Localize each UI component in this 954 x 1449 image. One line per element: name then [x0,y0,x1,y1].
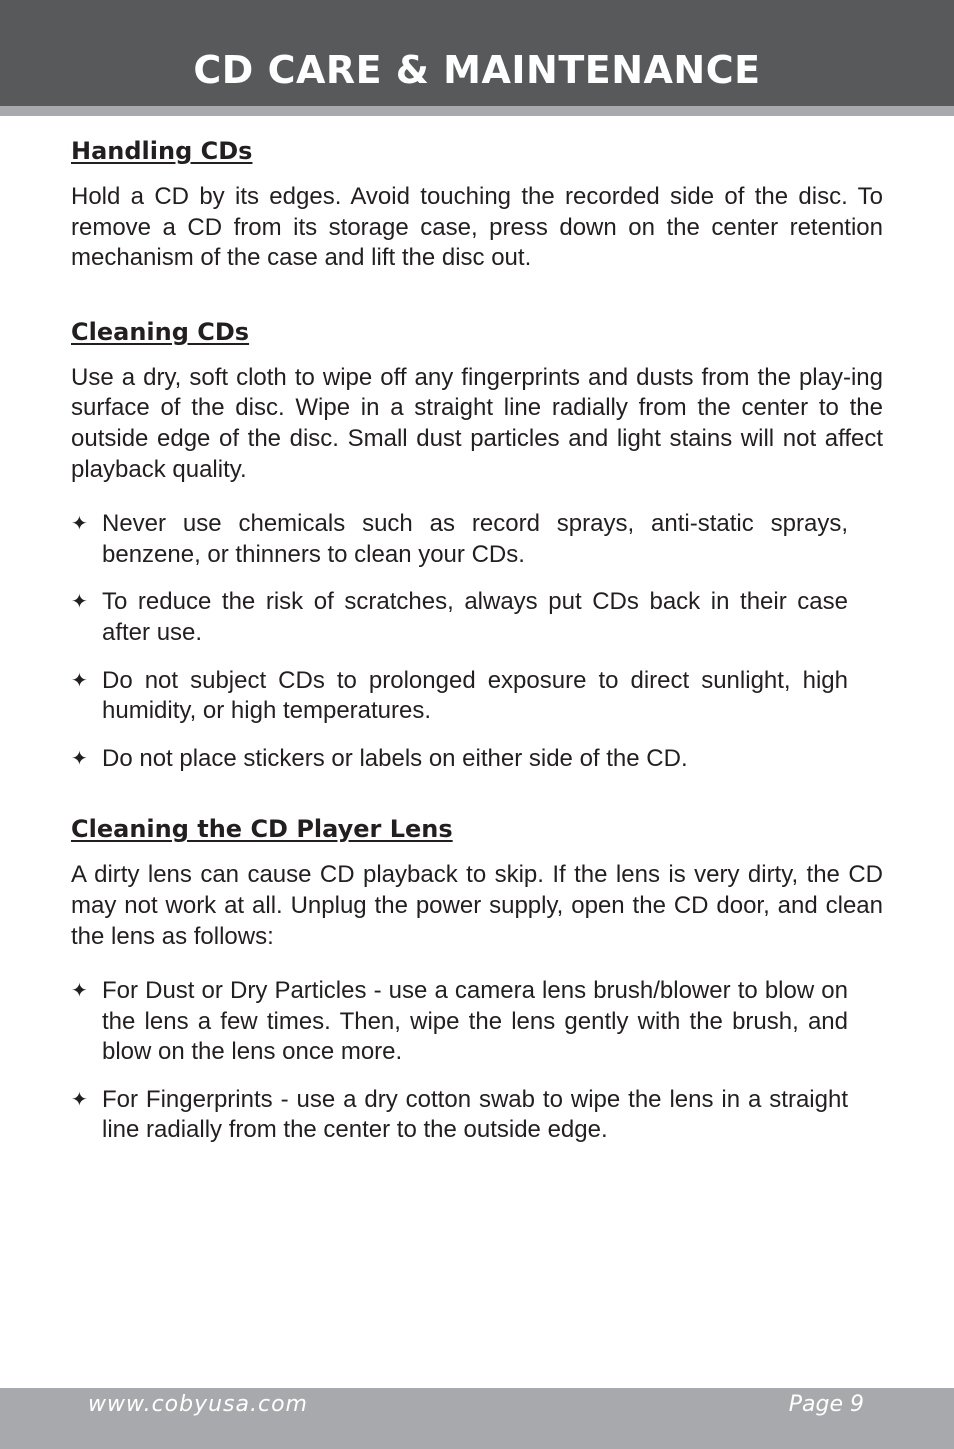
list-item [71,587,848,648]
star-bullet-icon: ✦ [71,747,88,770]
page-title: CD CARE & MAINTENANCE [193,48,761,92]
header-bar [0,0,954,106]
section-cleaning-lens [71,811,883,1146]
footer-url: www.cobyusa.com [88,1392,308,1417]
header-divider [0,106,954,116]
list-item [71,976,848,1068]
section-handling-cds [71,133,883,274]
section-paragraph: A dirty lens can cause CD playback to skip. If the lens is very dirty, the CD may not work at all. Unplug the power supply, open the CD door, and clean the lens as follows: [71,861,883,950]
list-item [71,666,848,727]
star-bullet-icon: ✦ [71,980,88,1003]
list-item-text: For Fingerprints - use a dry cotton swab to wipe the lens in a straight line radially from the center to the outside edge. [102,1085,848,1144]
list-item [71,744,848,775]
list-item-text: To reduce the risk of scratches, always put CDs back in their case after use. [102,588,848,646]
section-heading: Cleaning CDs [71,317,250,346]
star-bullet-icon: ✦ [71,669,88,692]
section-heading: Cleaning the CD Player Lens [71,815,453,844]
section-paragraph: Use a dry, soft cloth to wipe off any fingerprints and dusts from the play-ing surface of the disc. Wipe in a straight line radially from the center to the outside edge of the disc. Small dust particles and light stains will not affect playback quality. [71,363,883,483]
page-number: Page 9 [788,1392,864,1417]
list-item [71,509,848,570]
list-item-text: Never use chemicals such as record sprays, anti-static sprays, benzene, or thinners to clean your CDs. [102,510,848,568]
star-bullet-icon: ✦ [71,1088,88,1111]
section-heading: Handling CDs [71,137,253,165]
list-item-text: Do not place stickers or labels on either side of the CD. [102,744,688,772]
bullet-list [71,509,848,774]
list-item-text: Do not subject CDs to prolonged exposure to direct sunlight, high humidity, or high temperatures. [102,666,848,725]
star-bullet-icon: ✦ [71,591,88,614]
footer-bar [0,1388,954,1449]
main-content [71,133,883,1146]
star-bullet-icon: ✦ [71,513,88,536]
section-paragraph: Hold a CD by its edges. Avoid touching the recorded side of the disc. To remove a CD from its storage case, press down on the center retention mechanism of the case and lift the disc out. [71,183,883,272]
list-item-text: For Dust or Dry Particles - use a camera lens brush/blower to blow on the lens a few times. Then, wipe the lens gently with the brush, and blow on the lens once more. [102,977,848,1066]
section-cleaning-cds [71,314,883,775]
bullet-list [71,976,848,1146]
list-item [71,1085,848,1146]
